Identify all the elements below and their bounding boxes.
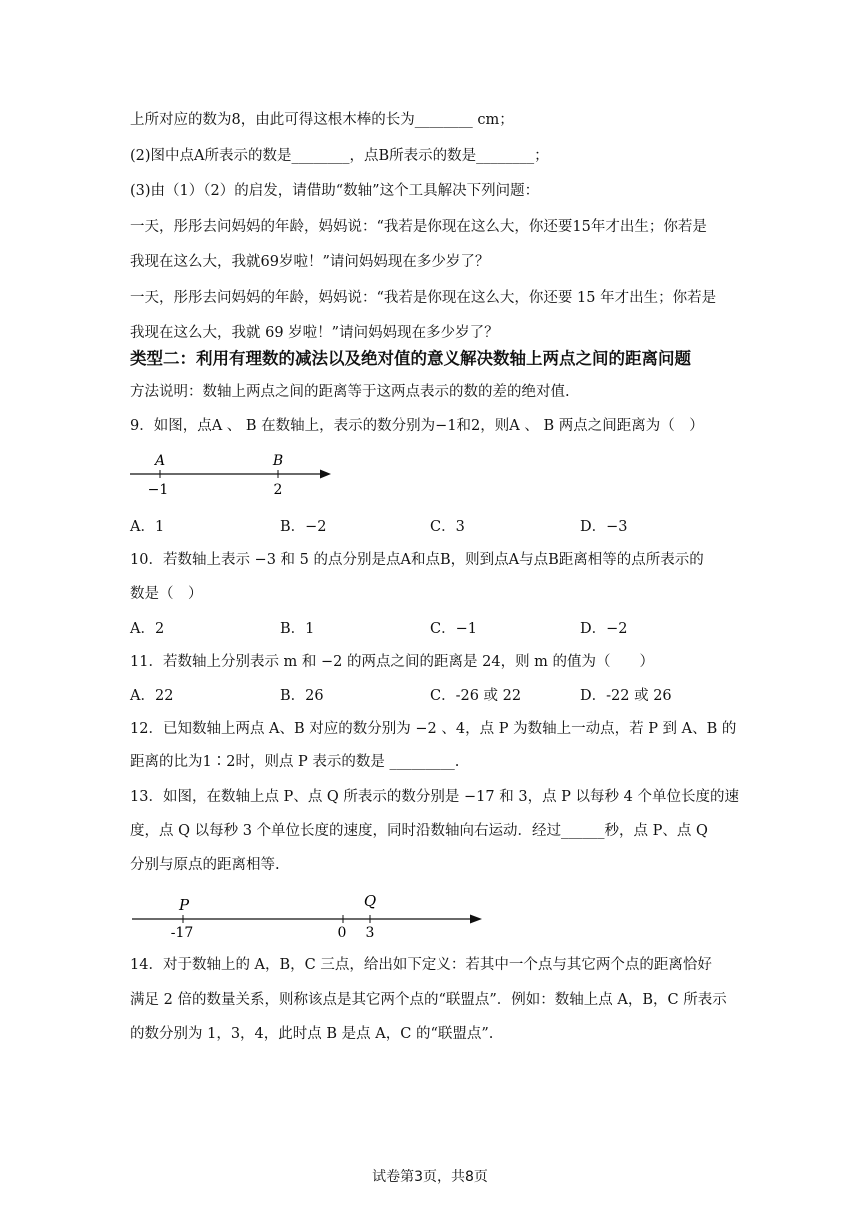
q8-line-1: 上所对应的数为8，由此可得这根木棒的长为________ cm；	[130, 112, 514, 128]
q8-part2: (2)图中点A所表示的数是________，点B所表示的数是________；	[130, 148, 549, 164]
point-label-p: P	[178, 896, 190, 914]
point-label-a: A	[154, 453, 166, 469]
q8-story-line-1: 一天，彤彤去问妈妈的年龄，妈妈说：“我若是你现在这么大，你还要15年才出生；你若是	[130, 219, 707, 235]
q8-story-repeat-line-1: 一天，彤彤去问妈妈的年龄，妈妈说：“我若是你现在这么大，你还要 15 年才出生；你若是	[130, 290, 717, 306]
q8-story-repeat-line-2: 我现在这么大，我就 69 岁啦！”请问妈妈现在多少岁了？	[130, 325, 499, 341]
section-heading: 类型二：利用有理数的减法以及绝对值的意义解决数轴上两点之间的距离问题	[130, 349, 691, 368]
tick-label-q: 3	[365, 925, 375, 940]
q9-option-d[interactable]: D．−3	[580, 519, 628, 535]
q14-stem-1: 14．对于数轴上的 A，B，C 三点，给出如下定义：若其中一个点与其它两个点的距离恰好	[130, 957, 712, 973]
q11-option-b[interactable]: B．26	[280, 688, 324, 704]
q10-option-b[interactable]: B．1	[280, 621, 315, 637]
q13-stem-2: 度，点 Q 以每秒 3 个单位长度的速度，同时沿数轴向右运动．经过______秒，点 P、点 Q	[130, 823, 708, 839]
q13-stem-1: 13．如图，在数轴上点 P、点 Q 所表示的数分别是 −17 和 3，点 P 以每秒 4 个单位长度的速	[130, 789, 739, 805]
page-footer: 试卷第3页，共8页	[372, 1169, 488, 1185]
q14-stem-2: 满足 2 倍的数量关系，则称该点是其它两个点的“联盟点”．例如：数轴上点 A，B，C 所表示	[130, 992, 727, 1008]
q9-option-a[interactable]: A．1	[130, 519, 165, 535]
point-label-b: B	[272, 453, 284, 469]
q14-stem-3: 的数分别为 1，3，4，此时点 B 是点 A，C 的“联盟点”.	[130, 1026, 494, 1042]
tick-label-b: 2	[273, 482, 283, 498]
q12-stem-2: 距离的比为1∶2时，则点 P 表示的数是 _________.	[130, 754, 460, 770]
axis-arrow	[470, 915, 482, 924]
q9-option-b[interactable]: B．−2	[280, 519, 327, 535]
q9-option-c[interactable]: C．3	[430, 519, 465, 535]
axis-arrow	[320, 470, 331, 479]
q10-stem-1: 10．若数轴上表示 −3 和 5 的点分别是点A和点B，则到点A与点B距离相等的点所表示的	[130, 552, 704, 568]
q11-option-a[interactable]: A．22	[130, 688, 174, 704]
point-label-q: Q	[363, 892, 377, 910]
tick-label-p: -17	[170, 925, 194, 940]
q13-stem-3: 分别与原点的距离相等.	[130, 857, 280, 873]
q10-option-d[interactable]: D．−2	[580, 621, 628, 637]
q9-stem: 9．如图，点A 、 B 在数轴上，表示的数分别为−1和2，则A 、 B 两点之间距离为（ ）	[130, 418, 704, 434]
q12-stem-1: 12．已知数轴上两点 A、B 对应的数分别为 −2 、4，点 P 为数轴上一动点，若 P 到 A、B 的	[130, 721, 737, 737]
q11-stem: 11．若数轴上分别表示 m 和 −2 的两点之间的距离是 24，则 m 的值为（ ）	[130, 654, 655, 670]
tick-label-origin: 0	[337, 925, 347, 940]
method-note: 方法说明：数轴上两点之间的距离等于这两点表示的数的差的绝对值.	[130, 384, 570, 400]
q10-option-c[interactable]: C．−1	[430, 621, 477, 637]
tick-label-a: −1	[147, 482, 169, 498]
q8-part3: (3)由（1）（2）的启发，请借助“数轴”这个工具解决下列问题：	[130, 183, 540, 199]
q11-option-d[interactable]: D．-22 或 26	[580, 688, 672, 704]
q11-option-c[interactable]: C．-26 或 22	[430, 688, 522, 704]
q10-option-a[interactable]: A．2	[130, 621, 165, 637]
q10-stem-2: 数是（ ）	[130, 586, 203, 602]
q9-number-line	[128, 448, 338, 500]
q8-story-line-2: 我现在这么大，我就69岁啦！”请问妈妈现在多少岁了？	[130, 254, 490, 270]
q13-number-line	[128, 888, 488, 940]
